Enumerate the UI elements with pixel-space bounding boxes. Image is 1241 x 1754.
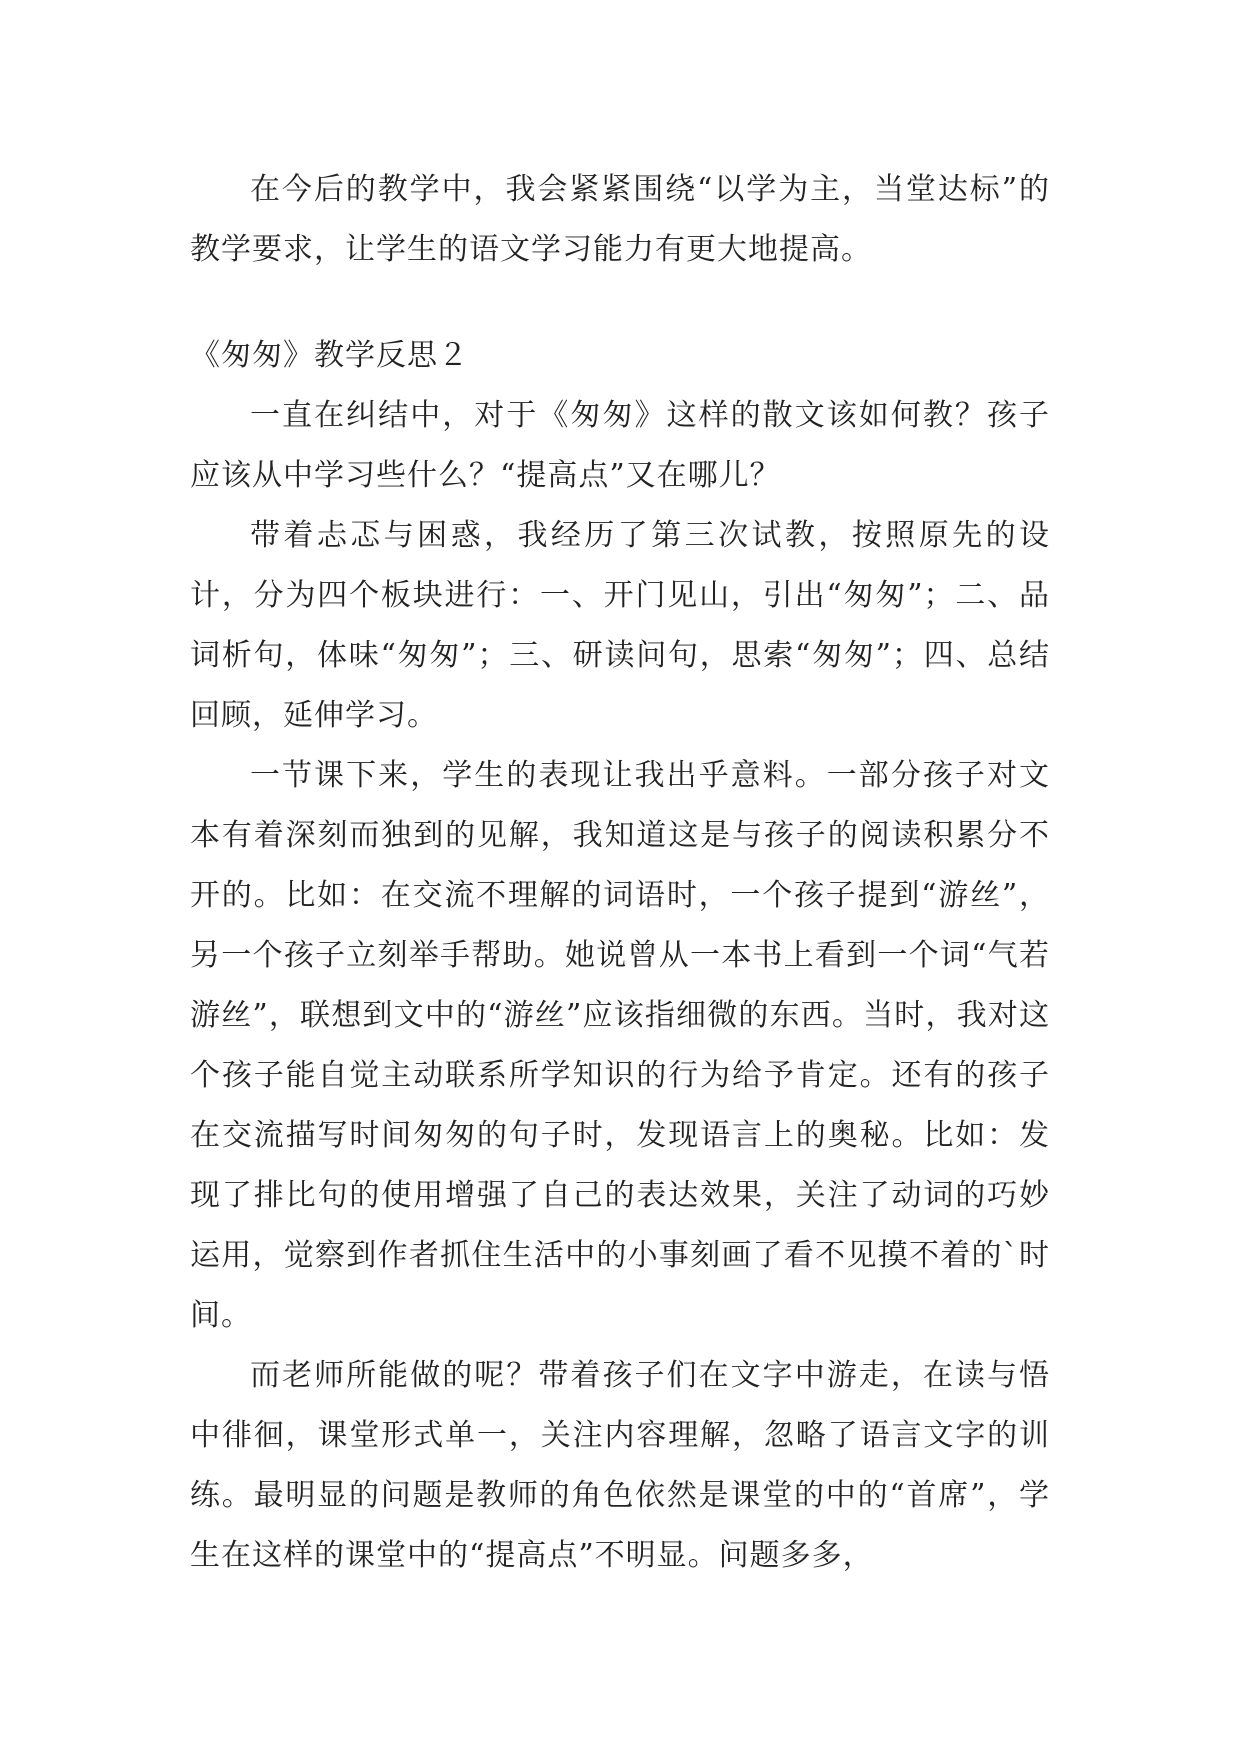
section-title: 《匆匆》教学反思２ — [190, 338, 469, 373]
paragraph-closing: 在今后的教学中，我会紧紧围绕“以学为主，当堂达标”的教学要求，让学生的语文学习能力有更大地提高。 — [190, 172, 1050, 267]
paragraph-1: 一直在纠结中，对于《匆匆》这样的散文该如何教？孩子应该从中学习些什么？“提高点”又在哪儿？ — [190, 398, 1050, 493]
paragraph-3: 一节课下来，学生的表现让我出乎意料。一部分孩子对文本有着深刻而独到的见解，我知道这是与孩子的阅读积累分不开的。比如：在交流不理解的词语时，一个孩子提到“游丝”，另一个孩子立刻举手帮助。她说曾从一本书上看到一个词“气若游丝”，联想到文中的“游丝”应该指细微的东西。当时，我对这个孩子能自觉主动联系所学知识的行为给予肯定。还有的孩子在交流描写时间匆匆的句子时，发现语言上的奥秘。比如：发现了排比句的使用增强了自己的表达效果，关注了动词的巧妙运用，觉察到作者抓住生活中的小事刻画了看不见摸不着的`时间。 — [190, 758, 1050, 1333]
paragraph-2: 带着忐忑与困惑，我经历了第三次试教，按照原先的设计，分为四个板块进行：一、开门见山，引出“匆匆”；二、品词析句，体味“匆匆”；三、研读问句，思索“匆匆”；四、总结回顾，延伸学习。 — [190, 518, 1050, 733]
paragraph-4: 而老师所能做的呢？带着孩子们在文字中游走，在读与悟中徘徊，课堂形式单一，关注内容理解，忽略了语言文字的训练。最明显的问题是教师的角色依然是课堂的中的“首席”，学生在这样的课堂中的“提高点”不明显。问题多多， — [190, 1358, 1050, 1573]
document-body — [190, 160, 1050, 1586]
